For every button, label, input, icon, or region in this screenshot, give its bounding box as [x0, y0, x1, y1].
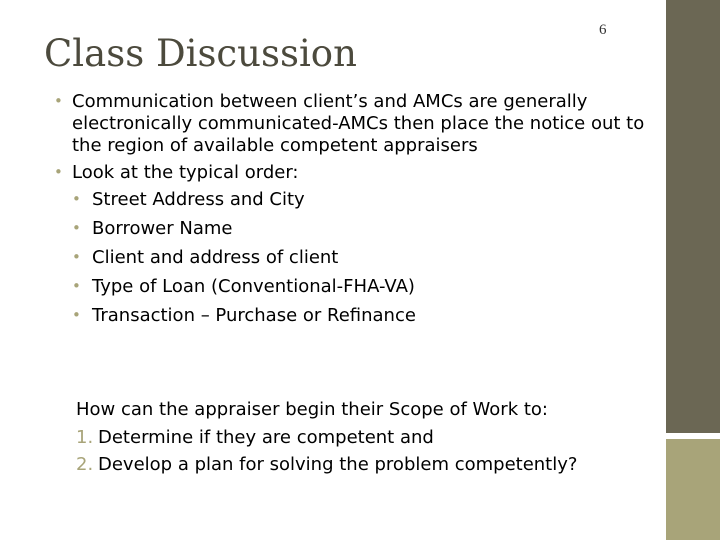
page-number: 6 [599, 22, 607, 38]
bullet-icon: • [54, 162, 63, 181]
sub-bullet-text: Transaction – Purchase or Refinance [92, 304, 416, 326]
sub-bullet-text: Client and address of client [92, 246, 339, 268]
bullet-item [52, 91, 652, 157]
sub-bullet-item [52, 189, 652, 211]
numbered-item [76, 454, 656, 476]
bullet-icon: • [72, 276, 81, 295]
sub-bullet-text: Borrower Name [92, 217, 233, 239]
bullet-text: Look at the typical order: [72, 161, 299, 183]
bullet-icon: • [72, 218, 81, 237]
bullet-list [52, 91, 652, 334]
slide-title: Class Discussion [44, 32, 357, 75]
bullet-item [52, 162, 652, 184]
bullet-icon: • [72, 305, 81, 324]
sub-bullet-item [52, 276, 652, 298]
bullet-icon: • [72, 247, 81, 266]
bullet-text: Communication between client’s and AMCs are generally electronically communicated-AMCs then place the notice out to the region of available competent appraisers [72, 91, 645, 156]
side-rail-dark [666, 0, 720, 433]
bullet-icon: • [54, 92, 63, 110]
question-block [76, 399, 656, 482]
sub-bullet-item [52, 305, 652, 327]
item-number: 2. [76, 454, 94, 476]
bullet-icon: • [72, 189, 81, 208]
side-rail-light [666, 439, 720, 540]
sub-bullet-item [52, 247, 652, 269]
item-number: 1. [76, 426, 94, 448]
numbered-item [76, 427, 656, 449]
sub-bullet-text: Type of Loan (Conventional-FHA-VA) [92, 275, 415, 297]
question-intro: How can the appraiser begin their Scope of Work to: [76, 399, 548, 420]
item-text: Develop a plan for solving the problem competently? [98, 454, 578, 476]
sub-bullet-text: Street Address and City [92, 188, 305, 210]
sub-bullet-item [52, 218, 652, 240]
item-text: Determine if they are competent and [98, 426, 434, 448]
